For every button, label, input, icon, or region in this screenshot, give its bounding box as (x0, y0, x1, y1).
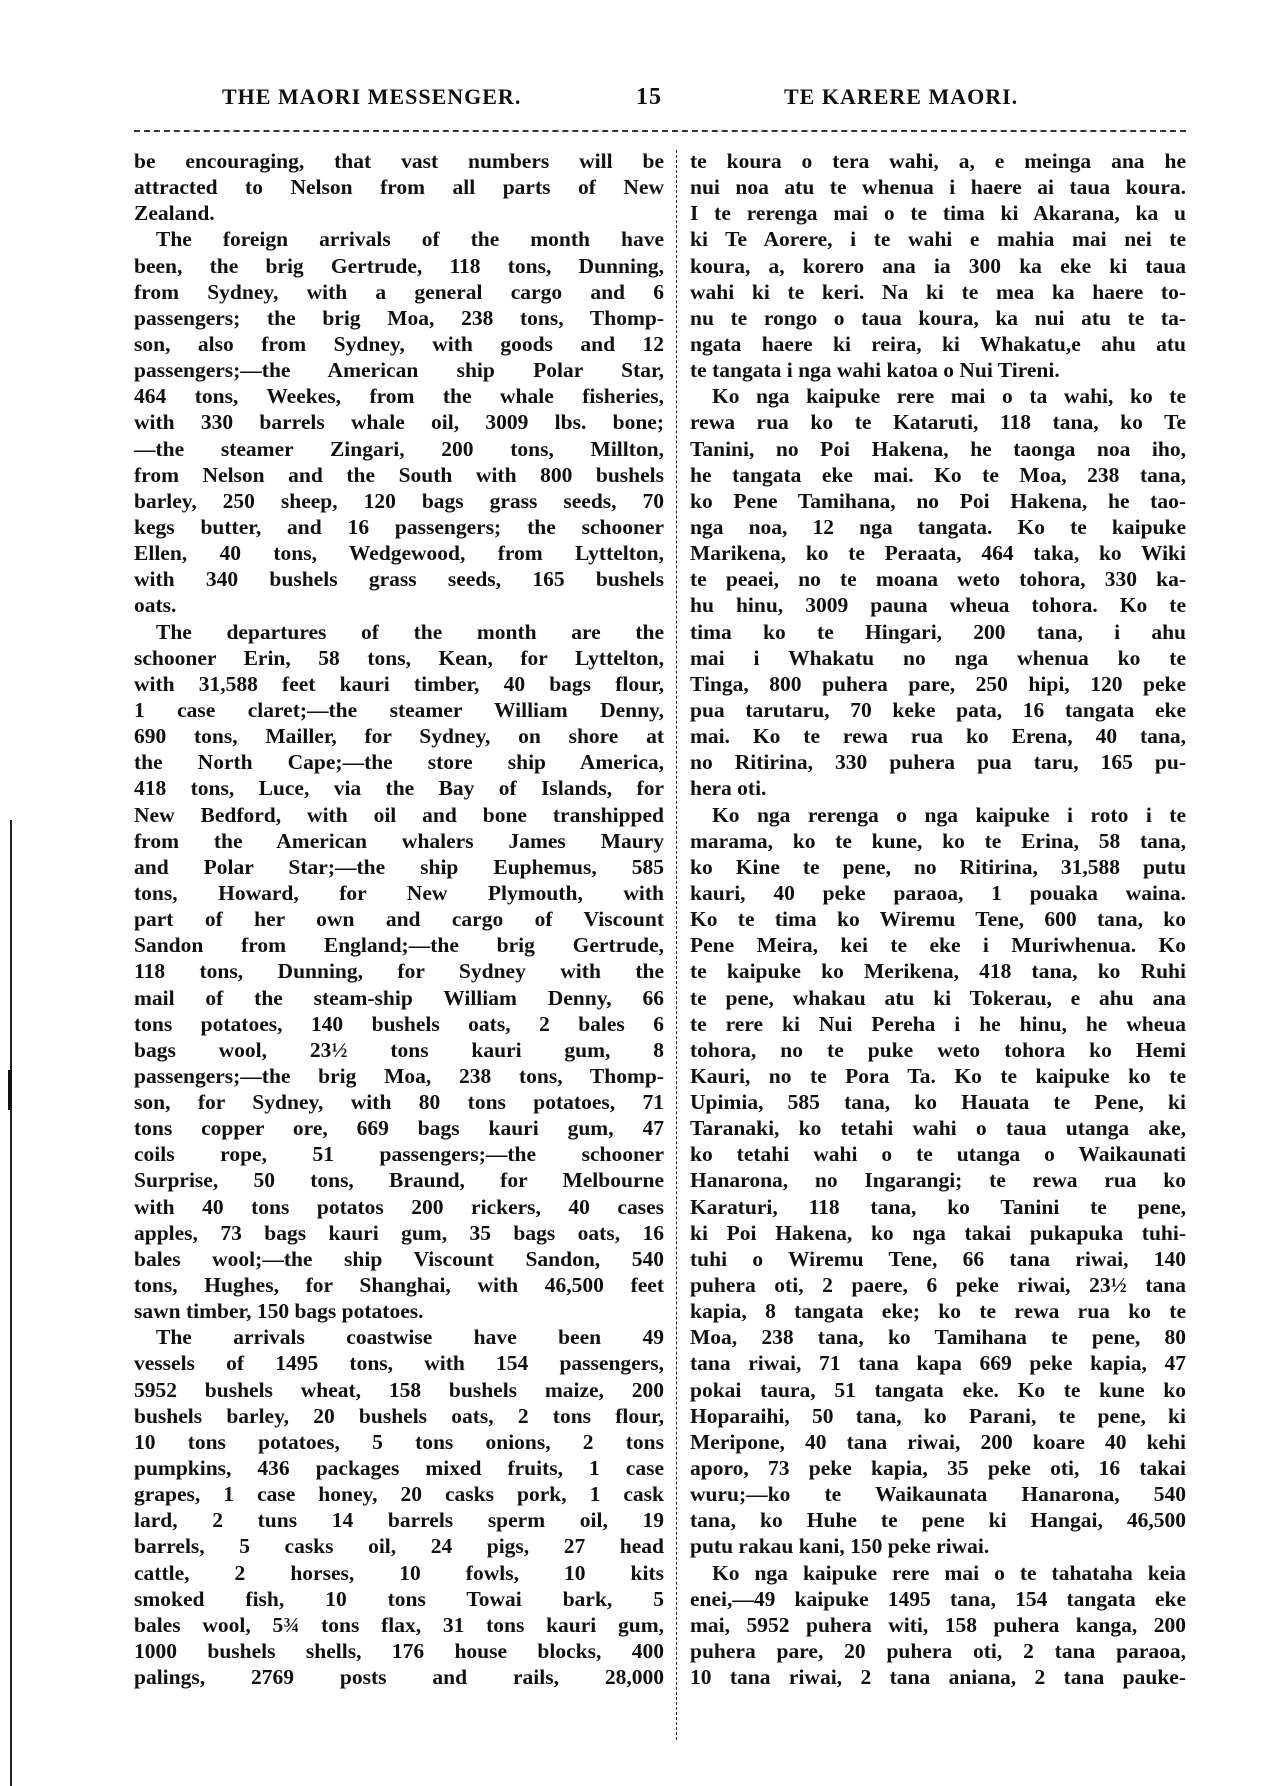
text-line: schooner Erin, 58 tons, Kean, for Lyttelton, (134, 645, 664, 670)
text-line: he tangata eke mai. Ko te Moa, 238 tana, (690, 462, 1186, 487)
text-line: pua tarutaru, 70 keke pata, 16 tangata eke (690, 697, 1186, 722)
text-line: barrels, 5 casks oil, 24 pigs, 27 head (134, 1534, 664, 1559)
text-line: te rere ki Nui Pereha i he hinu, he wheua (690, 1011, 1186, 1036)
text-line: apples, 73 bags kauri gum, 35 bags oats, 16 (134, 1220, 664, 1245)
text-line: kapia, 8 tangata eke; ko te rewa rua ko te (690, 1299, 1186, 1324)
text-line: bags wool, 23½ tons kauri gum, 8 (134, 1037, 664, 1062)
text-line: passengers; the brig Moa, 238 tons, Thomp- (134, 305, 664, 330)
text-line: no Ritirina, 330 puhera pua taru, 165 pu- (690, 750, 1186, 775)
text-line: and Polar Star;—the ship Euphemus, 585 (134, 854, 664, 879)
paragraph (134, 226, 664, 618)
text-line: Kauri, no te Pora Ta. Ko te kaipuke ko te (690, 1063, 1186, 1088)
text-line: Karaturi, 118 tana, ko Tanini te pene, (690, 1194, 1186, 1219)
english-column (134, 148, 664, 1690)
text-line: te pene, whakau atu ki Tokerau, e ahu ana (690, 985, 1186, 1010)
text-line: Taranaki, ko tetahi wahi o taua utanga ake, (690, 1116, 1186, 1141)
paragraph (690, 1560, 1186, 1691)
text-line: Hanarona, no Ingarangi; te rewa rua ko (690, 1168, 1186, 1193)
paragraph (134, 148, 664, 226)
text-line: bales wool, 5¾ tons flax, 31 tons kauri gum, (134, 1612, 664, 1637)
text-line: rewa rua ko te Kataruti, 118 tana, ko Te (690, 410, 1186, 435)
text-line: Moa, 238 tana, ko Tamihana te pene, 80 (690, 1325, 1186, 1350)
text-line: kauri, 40 peke paraoa, 1 pouaka waina. (690, 880, 1186, 905)
text-line: Tinga, 800 puhera pare, 250 hipi, 120 peke (690, 671, 1186, 696)
text-line: puhera oti, 2 paere, 6 peke riwai, 23½ tana (690, 1273, 1186, 1298)
text-line: from Sydney, with a general cargo and 6 (134, 279, 664, 304)
page-number: 15 (636, 84, 662, 110)
paragraph (134, 1324, 664, 1690)
text-line: passengers;—the brig Moa, 238 tons, Thomp- (134, 1063, 664, 1088)
text-line: from Nelson and the South with 800 bushels (134, 462, 664, 487)
text-line: been, the brig Gertrude, 118 tons, Dunning, (134, 253, 664, 278)
text-line: Zealand. (134, 201, 215, 226)
text-line: grapes, 1 case honey, 20 casks pork, 1 cask (134, 1482, 664, 1507)
text-line: bales wool;—the ship Viscount Sandon, 540 (134, 1246, 664, 1271)
text-line: Sandon from England;—the brig Gertrude, (134, 933, 664, 958)
text-line: 690 tons, Mailler, for Sydney, on shore at (134, 724, 664, 749)
text-line: smoked fish, 10 tons Towai bark, 5 (134, 1586, 664, 1611)
text-line: the North Cape;—the store ship America, (134, 750, 664, 775)
text-line: 418 tons, Luce, via the Bay of Islands, for (134, 776, 664, 801)
text-line: kegs butter, and 16 passengers; the schooner (134, 514, 664, 539)
text-line: Ko nga rerenga o nga kaipuke i roto i te (712, 802, 1186, 827)
text-line: Ko nga kaipuke rere mai o ta wahi, ko te (712, 384, 1186, 409)
text-line: tons potatoes, 140 bushels oats, 2 bales 6 (134, 1011, 664, 1036)
text-line: 10 tons potatoes, 5 tons onions, 2 tons (134, 1429, 664, 1454)
text-line: tima ko te Hingari, 200 tana, i ahu (690, 619, 1186, 644)
text-line: 1000 bushels shells, 176 house blocks, 400 (134, 1639, 664, 1664)
text-line: marama, ko te kune, ko te Erina, 58 tana, (690, 828, 1186, 853)
text-line: tana riwai, 71 tana kapa 669 peke kapia, 47 (690, 1351, 1186, 1376)
text-line: 5952 bushels wheat, 158 bushels maize, 200 (134, 1377, 664, 1402)
text-line: be encouraging, that vast numbers will be (134, 149, 664, 173)
text-line: hera oti. (690, 776, 767, 801)
text-line: Meripone, 40 tana riwai, 200 koare 40 kehi (690, 1429, 1186, 1454)
text-line: Marikena, ko te Peraata, 464 taka, ko Wiki (690, 541, 1186, 566)
text-line: I te rerenga mai o te tima ki Akarana, ka u (690, 201, 1186, 226)
text-line: passengers;—the American ship Polar Star, (134, 358, 664, 383)
text-line: Ellen, 40 tons, Wedgewood, from Lyttelton, (134, 541, 664, 566)
text-line: ngata haere ki reira, ki Whakatu,e ahu atu (690, 331, 1186, 356)
text-line: putu rakau kani, 150 peke riwai. (690, 1534, 990, 1559)
text-line: te tangata i nga wahi katoa o Nui Tireni. (690, 358, 1060, 383)
text-line: with 40 tons potatos 200 rickers, 40 cases (134, 1194, 664, 1219)
text-line: 464 tons, Weekes, from the whale fisheries, (134, 384, 664, 409)
text-line: part of her own and cargo of Viscount (134, 907, 664, 932)
text-line: oats. (134, 593, 177, 618)
text-line: koura, a, korero ana ia 300 ka eke ki taua (690, 253, 1186, 278)
text-line: with 330 barrels whale oil, 3009 lbs. bone; (134, 410, 664, 435)
text-line: New Bedford, with oil and bone transhipped (134, 802, 664, 827)
text-line: The departures of the month are the (156, 619, 664, 644)
text-line: coils rope, 51 passengers;—the schooner (134, 1142, 664, 1167)
text-line: attracted to Nelson from all parts of New (134, 175, 664, 200)
text-line: te kaipuke ko Merikena, 418 tana, ko Ruhi (690, 959, 1186, 984)
text-line: from the American whalers James Maury (134, 828, 664, 853)
page-edge-mark (8, 1070, 12, 1110)
text-line: palings, 2769 posts and rails, 28,000 (134, 1665, 664, 1690)
text-line: mail of the steam-ship William Denny, 66 (134, 985, 664, 1010)
text-line: with 31,588 feet kauri timber, 40 bags flour, (134, 671, 664, 696)
text-line: tons copper ore, 669 bags kauri gum, 47 (134, 1116, 664, 1141)
text-line: 10 tana riwai, 2 tana aniana, 2 tana pauke- (690, 1665, 1186, 1690)
text-line: son, for Sydney, with 80 tons potatoes, 71 (134, 1090, 664, 1115)
text-line: Upimia, 585 tana, ko Hauata te Pene, ki (690, 1090, 1186, 1115)
text-line: ko tetahi wahi o te utanga o Waikaunati (690, 1142, 1186, 1167)
text-line: ko Pene Tamihana, no Poi Hakena, he tao- (690, 488, 1186, 513)
text-line: hu hinu, 3009 pauna wheua tohora. Ko te (690, 593, 1186, 618)
text-line: cattle, 2 horses, 10 fowls, 10 kits (134, 1560, 664, 1585)
text-line: tana, ko Huhe te pene ki Hangai, 46,500 (690, 1508, 1186, 1533)
page-edge-shadow (10, 820, 12, 1786)
text-line: Ko nga kaipuke rere mai o te tahataha keia (712, 1560, 1186, 1585)
text-line: with 340 bushels grass seeds, 165 bushels (134, 567, 664, 592)
text-line: Tanini, no Poi Hakena, he taonga noa iho, (690, 436, 1186, 461)
text-line: aporo, 73 peke kapia, 35 peke oti, 16 takai (690, 1456, 1186, 1481)
text-line: nui noa atu te whenua i haere ai taua koura. (690, 175, 1186, 200)
column-divider (676, 150, 677, 1740)
text-line: tons, Hughes, for Shanghai, with 46,500 feet (134, 1273, 664, 1298)
masthead-english-title: THE MAORI MESSENGER. (222, 84, 522, 109)
text-line: mai. Ko te rewa rua ko Erena, 40 tana, (690, 724, 1186, 749)
paragraph (134, 619, 664, 1325)
text-line: mai, 5952 puhera witi, 158 puhera kanga, 200 (690, 1612, 1186, 1637)
text-line: wahi ki te keri. Na ki te mea ka haere to- (690, 279, 1186, 304)
paragraph (690, 148, 1186, 383)
text-line: barley, 250 sheep, 120 bags grass seeds, 70 (134, 488, 664, 513)
text-line: puhera pare, 20 puhera oti, 2 tana paraoa, (690, 1639, 1186, 1664)
text-line: pumpkins, 436 packages mixed fruits, 1 case (134, 1456, 664, 1481)
paragraph (690, 802, 1186, 1560)
text-line: The foreign arrivals of the month have (156, 227, 664, 252)
text-line: —the steamer Zingari, 200 tons, Millton, (134, 436, 664, 461)
text-line: wuru;—ko te Waikaunata Hanarona, 540 (690, 1482, 1186, 1507)
text-line: enei,—49 kaipuke 1495 tana, 154 tangata eke (690, 1586, 1186, 1611)
text-line: mai i Whakatu no nga whenua ko te (690, 645, 1186, 670)
text-line: Hoparaihi, 50 tana, ko Parani, te pene, ki (690, 1403, 1186, 1428)
text-line: tuhi o Wiremu Tene, 66 tana riwai, 140 (690, 1246, 1186, 1271)
text-line: nu te rongo o taua koura, ka nui atu te ta- (690, 305, 1186, 330)
text-line: te peaei, no te moana weto tohora, 330 ka- (690, 567, 1186, 592)
text-line: bushels barley, 20 bushels oats, 2 tons flour, (134, 1403, 664, 1428)
paragraph (690, 383, 1186, 801)
text-line: Surprise, 50 tons, Braund, for Melbourne (134, 1168, 664, 1193)
text-line: vessels of 1495 tons, with 154 passengers, (134, 1351, 664, 1376)
masthead-maori-title: TE KARERE MAORI. (784, 84, 1019, 109)
text-line: pokai taura, 51 tangata eke. Ko te kune ko (690, 1377, 1186, 1402)
text-line: lard, 2 tuns 14 barrels sperm oil, 19 (134, 1508, 664, 1533)
text-line: Ko te tima ko Wiremu Tene, 600 tana, ko (690, 907, 1186, 932)
text-line: ki Poi Hakena, ko nga takai pukapuka tuhi- (690, 1220, 1186, 1245)
text-line: sawn timber, 150 bags potatoes. (134, 1299, 424, 1324)
text-line: 118 tons, Dunning, for Sydney with the (134, 959, 664, 984)
text-line: son, also from Sydney, with goods and 12 (134, 331, 664, 356)
text-line: Pene Meira, kei te eke i Muriwhenua. Ko (690, 933, 1186, 958)
text-line: tohora, no te puke weto tohora ko Hemi (690, 1037, 1186, 1062)
text-line: ki Te Aorere, i te wahi e mahia mai nei te (690, 227, 1186, 252)
header-rule (134, 130, 1186, 132)
maori-column (690, 148, 1186, 1690)
text-line: nga noa, 12 nga tangata. Ko te kaipuke (690, 514, 1186, 539)
text-line: 1 case claret;—the steamer William Denny, (134, 697, 664, 722)
text-line: te koura o tera wahi, a, e meinga ana he (690, 149, 1186, 173)
text-line: tons, Howard, for New Plymouth, with (134, 880, 664, 905)
text-line: The arrivals coastwise have been 49 (156, 1325, 664, 1350)
text-line: ko Kine te pene, no Ritirina, 31,588 putu (690, 854, 1186, 879)
